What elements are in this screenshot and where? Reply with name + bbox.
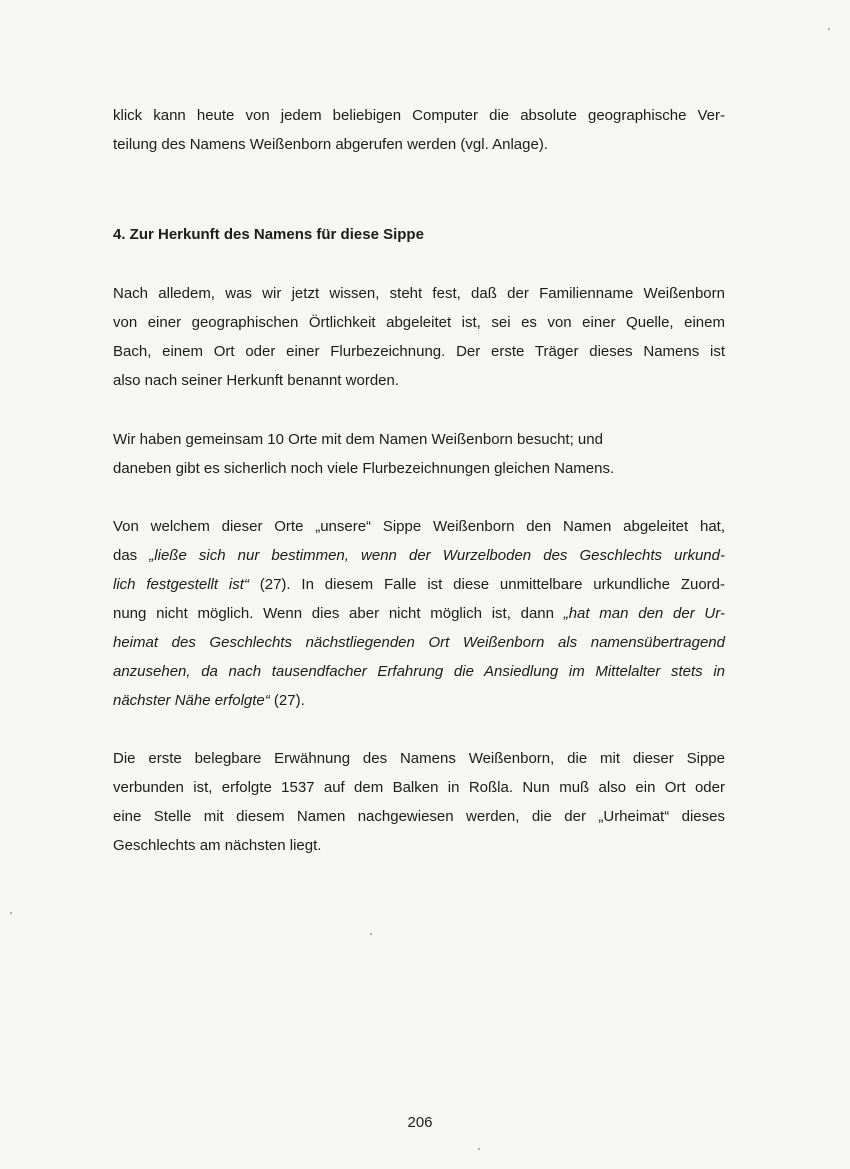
scan-speck	[370, 933, 372, 935]
text-line: Von welchem dieser Orte „unsere“ Sippe Weißenborn den Namen abgeleitet hat,	[113, 518, 725, 535]
text-line	[113, 686, 725, 715]
text-line: verbunden ist, erfolgte 1537 auf dem Balken in Roßla. Nun muß also ein Ort oder	[113, 779, 725, 796]
text-segment: (27). In diesem Falle ist diese unmittelbare urkundliche Zuord-	[248, 576, 726, 593]
paragraph-continuation	[113, 101, 725, 159]
scan-speck	[478, 1148, 480, 1150]
text-line: Wir haben gemeinsam 10 Orte mit dem Namen Weißenborn besucht; und	[113, 431, 603, 448]
paragraph-origin	[113, 279, 725, 395]
text-line: teilung des Namens Weißenborn abgerufen werden (vgl. Anlage).	[113, 136, 548, 153]
text-segment: (27).	[269, 692, 305, 709]
text-segment: nung nicht möglich. Wenn dies aber nicht möglich ist, dann	[113, 605, 564, 622]
paragraph-first-mention	[113, 744, 725, 860]
scan-speck	[828, 28, 830, 30]
quoted-text: lich festgestellt ist“	[113, 576, 249, 593]
text-line: Nach alledem, was wir jetzt wissen, steht fest, daß der Familienname Weißenborn	[113, 285, 725, 302]
text-line: also nach seiner Herkunft benannt worden.	[113, 372, 400, 389]
text-line	[113, 570, 725, 599]
text-line: eine Stelle mit diesem Namen nachgewiesen werden, die der „Urheimat“ dieses	[113, 808, 725, 825]
text-line	[113, 599, 725, 628]
section-heading: 4. Zur Herkunft des Namens für diese Sippe	[113, 226, 424, 243]
scan-speck	[10, 912, 12, 914]
text-line: klick kann heute von jedem beliebigen Computer die absolute geographische Ver-	[113, 107, 725, 124]
text-line	[113, 541, 725, 570]
text-line: daneben gibt es sicherlich noch viele Flurbezeichnungen gleichen Namens.	[113, 460, 615, 477]
text-line: Bach, einem Ort oder einer Flurbezeichnung. Der erste Träger dieses Namens ist	[113, 343, 725, 360]
text-line	[113, 628, 725, 657]
text-line: Geschlechts am nächsten liegt.	[113, 837, 322, 854]
quoted-text: heimat des Geschlechts nächstliegenden Ort Weißenborn als namensübertragend	[113, 634, 725, 651]
quoted-text: „hat man den der Ur-	[563, 605, 725, 622]
paragraph-derivation	[113, 512, 725, 715]
quoted-text: „ließe sich nur bestimmen, wenn der Wurzelboden des Geschlechts urkund-	[149, 547, 725, 564]
quoted-text: anzusehen, da nach tausendfacher Erfahrung die Ansiedlung im Mittelalter stets in	[113, 663, 725, 680]
text-line: von einer geographischen Örtlichkeit abgeleitet ist, sei es von einer Quelle, einem	[113, 314, 725, 331]
quoted-text: nächster Nähe erfolgte“	[113, 692, 270, 709]
page-number: 206	[407, 1114, 433, 1131]
text-segment: das	[113, 547, 150, 564]
paragraph-visited-places	[113, 425, 725, 483]
text-line	[113, 657, 725, 686]
text-line: Die erste belegbare Erwähnung des Namens Weißenborn, die mit dieser Sippe	[113, 750, 725, 767]
